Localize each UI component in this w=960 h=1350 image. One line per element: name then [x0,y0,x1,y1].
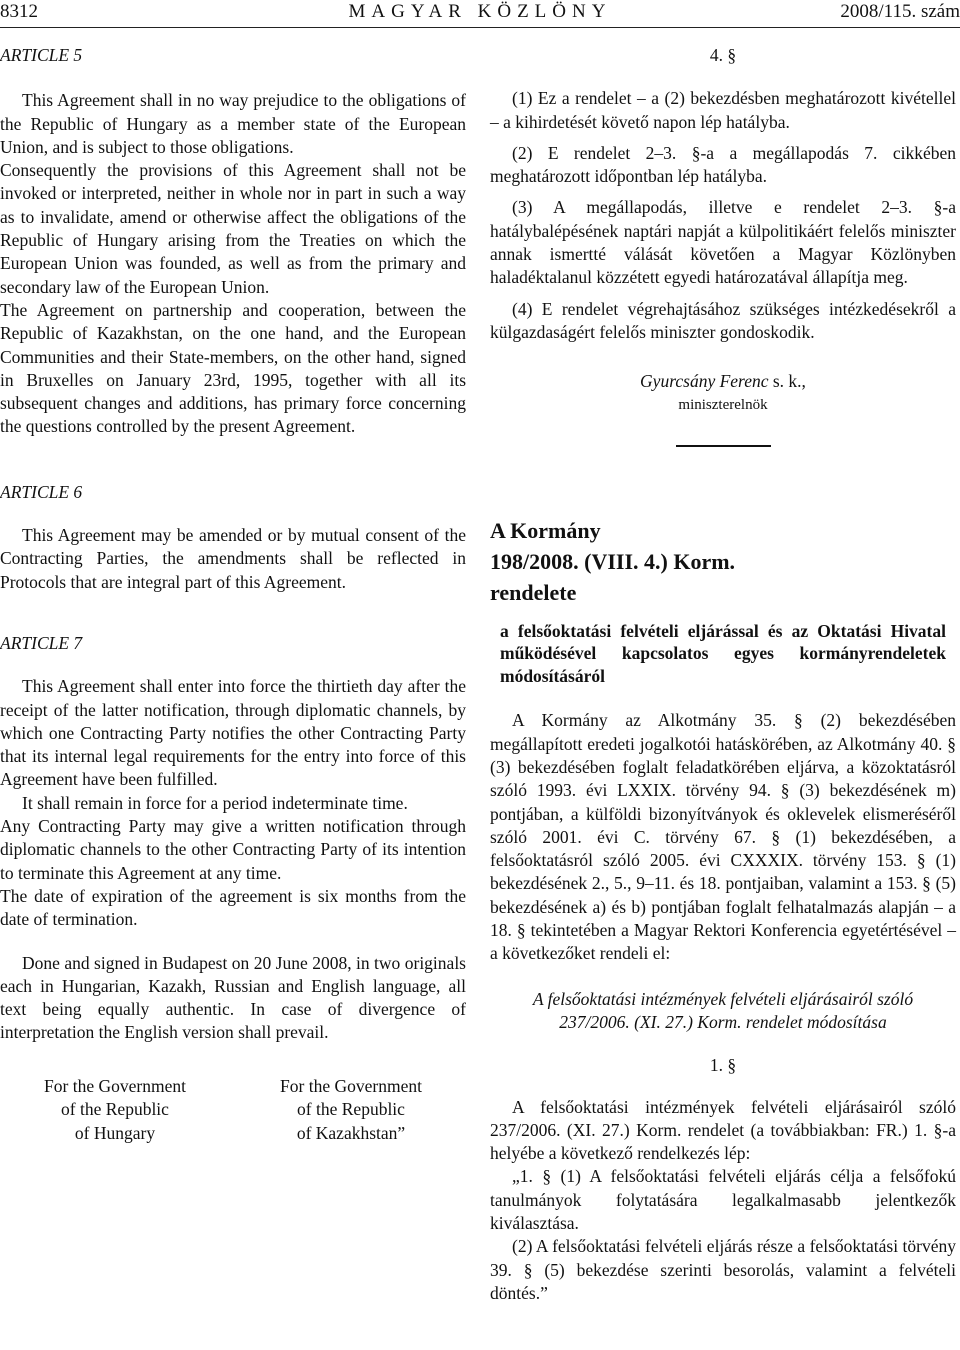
section-1-paragraph: A felsőoktatási intézmények felvételi eljárásairól szóló 237/2006. (XI. 27.) Korm. rendelet (a továbbiakban: FR.) 1. §-a helyébe a következő rendelkezés lép: [490,1096,956,1164]
section-1-paragraph: „1. § (1) A felsőoktatási felvételi eljárás célja a felsőfokú tanulmányok folytatására legalkalmasabb jelentkezők kiválasztása. [490,1166,956,1233]
signer-name: Gyurcsány Ferenc [640,371,769,392]
section-4-paragraph: (1) Ez a rendelet – a (2) bekezdésben meghatározott kivétellel – a kihirdetését követő napon lép hatályba. [490,88,956,132]
amendment-subtitle: A felsőoktatási intézmények felvételi eljárásairól szóló 237/2006. (XI. 27.) Korm. rendelet módosítása [532,988,914,1032]
signer-line [490,370,956,393]
decree-number: 198/2008. (VIII. 4.) Korm. [490,548,736,574]
article-7-paragraph: It shall remain in force for a period indeterminate time. [22,792,408,813]
right-column [490,38,956,1305]
section-4-paragraph: (4) E rendelet végrehajtásához szükséges intézkedésekről a külgazdaságért felelős miniszter gondoskodik. [490,298,956,342]
signer-title: miniszterelnök [678,396,768,413]
signature-block [0,1075,466,1146]
article-5-heading: ARTICLE 5 [0,45,83,65]
issue-number: 2008/115. szám [840,1,960,22]
decree-type: rendelete [490,579,577,605]
article-5-paragraph: The Agreement on partnership and cooperation, between the Republic of Kazakhstan, on the one hand, and the European Communities and their State-members, on the other hand, signed in Bruxelles on January 23rd, 1995, together with all its subsequent changes and additions, has primary force concerning the questions controlled by the present Agreement. [0,299,466,437]
section-4-paragraph: (2) E rendelet 2–3. §-a a megállapodás 7. cikkében meghatározott időpontban lép hatályba. [490,142,956,187]
section-1-paragraph: (2) A felsőoktatási felvételi eljárás része a felsőoktatási törvény 39. § (5) bekezdése szerinti besorolás, valamint a felvételi döntés.” [490,1236,956,1303]
signature-hungary: For the Government of the Republic of Hungary [44,1075,186,1143]
signature-kazakhstan: For the Government of the Republic of Kazakhstan” [280,1075,422,1143]
left-column [0,38,466,1145]
article-5-paragraph: This Agreement shall in no way prejudice to the obligations of the Republic of Hungary as a member state of the European Union, and is subject to those obligations. [0,90,466,157]
signer-suffix: s. k., [768,371,806,392]
article-7-paragraph: This Agreement shall enter into force the thirtieth day after the receipt of the latter notification, through diplomatic channels, by which one Contracting Party notifies the other Contracting Party that its internal legal requirements for the entry into force of this Agreement have been fulfilled. [0,676,466,790]
article-7-paragraph: The date of expiration of the agreement is six months from the date of termination. [0,885,466,930]
article-6-paragraph: This Agreement may be amended or by mutual consent of the Contracting Parties, the amendments shall be reflected in Protocols that are integral part of this Agreement. [0,525,466,592]
article-5-paragraph: Consequently the provisions of this Agreement shall not be invoked or interpreted, neither in whole nor in part in such a way as to invalidate, amend or otherwise affect the obligations of the Republic of Hungary arising from the Treaties on which the European Union was founded, as well as from the primary and secondary law of the European Union. [0,160,466,297]
section-4-paragraph: (3) A megállapodás, illetve e rendelet 2–3. §-a hatálybalépésének naptári napját a külpolitikáért felelős miniszter annak ismertté válását követően a Magyar Közlönyben haladéktalanul közzétett egyedi határozatával állapítja meg. [490,197,956,288]
section-4-heading: 4. § [709,45,737,65]
article-7-heading: ARTICLE 7 [0,632,83,653]
journal-title: MAGYAR KÖZLÖNY [348,1,612,22]
decree-subject: a felsőoktatási felvételi eljárással és az Oktatási Hivatal működésével kapcsolatos egyes kormányrendeletek módosításáról [500,620,946,686]
page-header [0,0,960,26]
decree-preamble: A Kormány az Alkotmány 35. § (2) bekezdésében megállapított eredeti jogalkotói hatáskörében, az Alkotmány 40. § (3) bekezdésében foglalt feladatkörében eljárva, a közoktatásról szóló 1993. évi LXXIX. törvény 94. § (3) bekezdésének m) pontjában, a külföldi bizonyítványok és oklevelek elismeréséről szóló 2001. évi C. törvény 67. § (1) bekezdésében, a felsőoktatásról szóló 2005. évi CXXXIX. törvény 153. § (1) bekezdésének 2., 5., 9–11. és 18. pontjaiban, valamint a 153. § (5) bekezdésének a) és b) pontjában foglalt felhatalmazás alapján – a 18. § tekintetében a Magyar Rektori Konferencia egyetértésével – a következőket rendeli el: [490,710,956,964]
signing-paragraph: Done and signed in Budapest on 20 June 2008, in two originals each in Hungarian, Kazakh, Russian and English language, all text being equally authentic. In case of divergence of interpretation the English version shall prevail. [0,952,466,1043]
article-7-paragraph: Any Contracting Party may give a written notification through diplomatic channels to the other Contracting Party of its intention to terminate this Agreement at any time. [0,816,466,883]
page-number: 8312 [0,1,38,22]
decree-issuer: A Kormány [490,517,601,543]
article-6-heading: ARTICLE 6 [0,481,83,502]
section-1-heading: 1. § [709,1055,737,1076]
header-rule [0,27,960,28]
